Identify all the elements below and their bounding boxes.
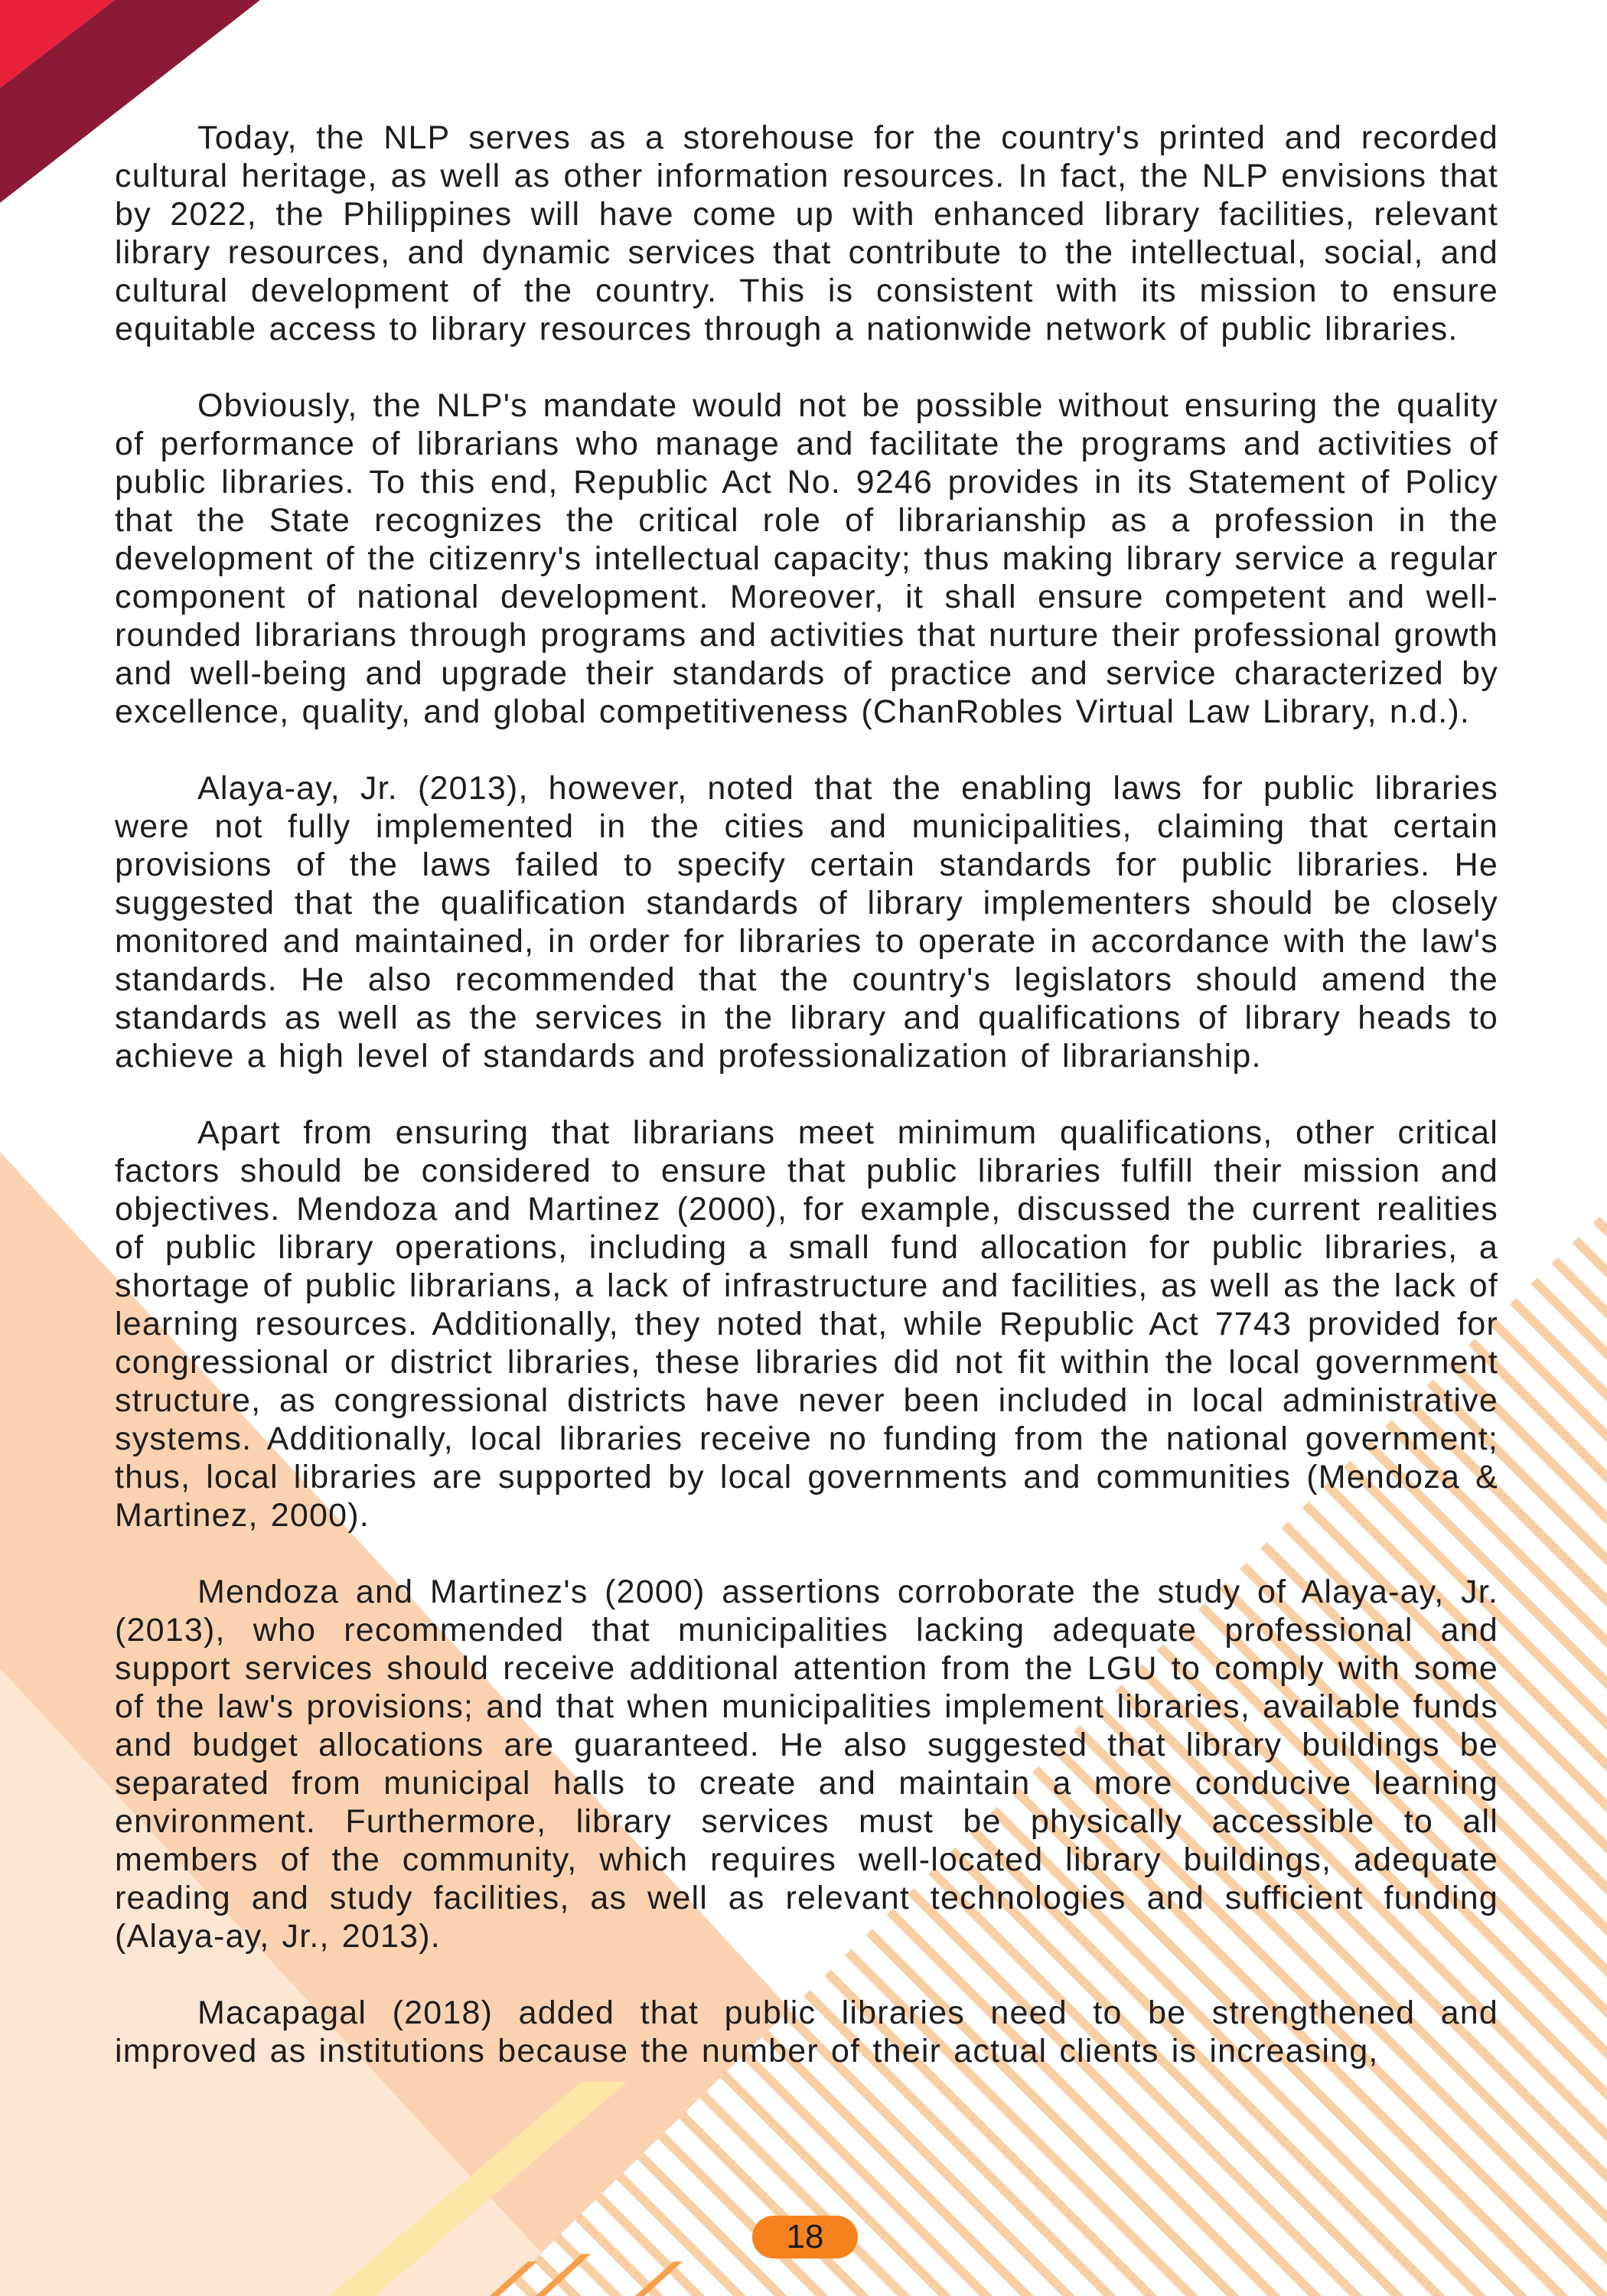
paragraph-4: Apart from ensuring that librarians meet minimum qualifications, other critical factors should be considered to ensure that public libraries fulfill their mission and objectives. Mendoza and Martinez (2000), for example, discussed the current realities of public library operations, including a small fund allocation for public libraries, a shortage of public librarians, a lack of infrastructure and facilities, as well as the lack of learning resources. Additionally, they noted that, while Republic Act 7743 provided for congressional or district libraries, these libraries did not fit within the local government structure, as congressional districts have never been included in local administrative systems. Additionally, local libraries receive no funding from the national government; thus, local libraries are supported by local governments and communities (Mendoza & Martinez, 2000).: [115, 1114, 1498, 1534]
body-text: [115, 119, 1498, 2108]
page-number-badge: 18: [752, 2216, 858, 2258]
paragraph-5: Mendoza and Martinez's (2000) assertions corroborate the study of Alaya-ay, Jr. (2013), who recommended that municipalities lacking adequate professional and support services should receive additional attention from the LGU to comply with some of the law's provisions; and that when municipalities implement libraries, available funds and budget allocations are guaranteed. He also suggested that library buildings be separated from municipal halls to create and maintain a more conducive learning environment. Furthermore, library services must be physically accessible to all members of the community, which requires well-located library buildings, adequate reading and study facilities, as well as relevant technologies and sufficient funding (Alaya-ay, Jr., 2013).: [115, 1574, 1498, 1955]
paragraph-3: Alaya-ay, Jr. (2013), however, noted that the enabling laws for public libraries were not fully implemented in the cities and municipalities, claiming that certain provisions of the laws failed to specify certain standards for public libraries. He suggested that the qualification standards of library implementers should be closely monitored and maintained, in order for libraries to operate in accordance with the law's standards. He also recommended that the country's legislators should amend the standards as well as the services in the library and qualifications of library heads to achieve a high level of standards and professionalization of librarianship.: [115, 770, 1498, 1075]
paragraph-1: Today, the NLP serves as a storehouse for the country's printed and recorded cultural heritage, as well as other information resources. In fact, the NLP envisions that by 2022, the Philippines will have come up with enhanced library facilities, relevant library resources, and dynamic services that contribute to the intellectual, social, and cultural development of the country. This is consistent with its mission to ensure equitable access to library resources through a nationwide network of public libraries.: [115, 119, 1498, 347]
paragraph-6: Macapagal (2018) added that public libraries need to be strengthened and improved as institutions because the number of their actual clients is increasing,: [115, 1994, 1498, 2069]
paragraph-2: Obviously, the NLP's mandate would not be possible without ensuring the quality of performance of librarians who manage and facilitate the programs and activities of public libraries. To this end, Republic Act No. 9246 provides in its Statement of Policy that the State recognizes the critical role of librarianship as a profession in the development of the citizenry's intellectual capacity; thus making library service a regular component of national development. Moreover, it shall ensure competent and well-rounded librarians through programs and activities that nurture their professional growth and well-being and upgrade their standards of practice and service characterized by excellence, quality, and global competitiveness (ChanRobles Virtual Law Library, n.d.).: [115, 387, 1498, 730]
